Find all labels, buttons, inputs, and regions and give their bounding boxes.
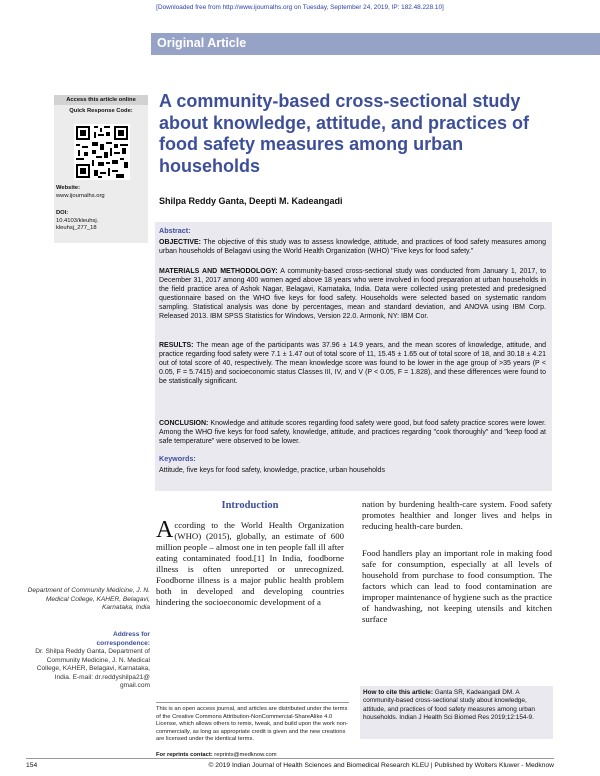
correspondence-heading: Address for <box>112 631 150 638</box>
abstract-conclusion <box>159 419 546 446</box>
authors: Shilpa Reddy Ganta, Deepti M. Kadeangadi <box>159 196 343 206</box>
intro-column-1 <box>156 517 344 608</box>
abstract-objective <box>159 238 546 256</box>
abstract-results <box>159 341 546 386</box>
cite-text: Ganta SR, Kadeangadi DM. A community-based cross-sectional study about knowledge, attitude, and practices of food safety measures among urban households. Indian J Health Sci Biomed Res 2019;12:154-9. <box>363 689 535 721</box>
copyright: © 2019 Indian Journal of Health Sciences and Biomedical Research KLEU | Published by Wolters Kluwer - Medknow <box>208 762 554 769</box>
introduction-heading: Introduction <box>221 500 279 511</box>
reprints-email[interactable]: reprints@medknow.com <box>212 752 277 758</box>
results-text: The mean age of the participants was 37.96 ± 14.9 years, and the mean scores of knowledge, attitude, and practice regarding food safety were 7.1 ± 1.47 out of total score of 11, 15.45 ± 1.65 out of total score of 18, and 30.18 ± 4.21 out of total score of 40, respectively. The mean knowledge score was found to be lower in the age group of >35 years (P < 0.05, F = 5.7415) and socioeconomic status Classes III, IV, and V (P < 0.05, F = 1.828), and these differences were found to be statistically significant. <box>159 342 546 385</box>
keywords: Attitude, five keys for food safety, knowledge, practice, urban households <box>159 467 385 474</box>
intro-column-3: Food handlers play an important role in making food safe for consumption, especially at all levels of household from purchase to food consumption. The factors which can lead to food contamination are improper maintenance of hygiene such as the practice of handwashing, not keeping utensils and kitchen surface <box>362 548 552 624</box>
abstract-heading: Abstract: <box>159 226 191 235</box>
methods-text: A community-based cross-sectional study was conducted from January 1, 2017, to December 31, 2017 among 400 women aged above 18 years who were involved in food preparation at urban households in the field practice area of Ashok Nagar, Belagavi, Karnataka, India. Data were collected using pretested and predesigned questionnaire based on the WHO five keys for food safety. Households were selected based on systematic random sampling. Statistical analysis was done by percentages, mean and standard deviation, and ANOVA using IBM Corp. Released 2013. IBM SPSS Statistics for Windows, Version 22.0. Armonk, NY: IBM Cor. <box>159 268 547 320</box>
intro-column-2: nation by burdening health-care system. Food safety promotes healthier and longer lives and helps in reducing health-care burden. <box>362 499 552 531</box>
download-notice: [Downloaded free from http://www.ijournalhs.org on Tuesday, September 24, 2019, IP: 182.48.228.10] <box>156 4 444 11</box>
conclusion-text: Knowledge and attitude scores regarding food safety were good, but food safety practice scores were lower. Among the WHO five keys for food safety, knowledge, attitude, and practices regarding "cook thoroughly" and "keep food at safe temperature" were observed to be lower. <box>159 420 546 445</box>
website-link[interactable]: www.ijournalhs.org <box>56 192 105 199</box>
page-number: 154 <box>26 762 38 769</box>
website-label: Website: <box>56 185 81 191</box>
abstract-box <box>155 222 552 491</box>
access-sidebar <box>54 95 148 243</box>
article-type: Original Article <box>157 36 247 50</box>
correspondence-body: Dr. Shilpa Reddy Ganta, Department of Community Medicine, J. N. Medical College, KAHER, Belagavi, Karnataka, India. E-mail: dr.reddyshilpa21@ gmail.com <box>35 648 150 689</box>
access-heading: Access this article online <box>54 95 148 105</box>
doi-line: 10.4103/kleuhsj. <box>56 217 99 224</box>
doi-section <box>56 210 98 233</box>
affiliation: Department of Community Medicine, J. N. Medical College, KAHER, Belagavi, Karnataka, India <box>27 587 150 611</box>
article-title: A community-based cross-sectional study about knowledge, attitude, and practices of food safety measures among urban households <box>159 91 530 176</box>
correspondence-heading: correspondence: <box>96 639 150 647</box>
license-note: This is an open access journal, and articles are distributed under the terms of the Creative Commons Attribution-NonCommercial-ShareAlike 4.0 License, which allows others to remix, tweak, and build upon the work non-commercially, as long as appropriate credit is given and the new creations are licensed under the identical terms. <box>156 702 349 744</box>
methods-label: MATERIALS AND METHODOLOGY: <box>159 268 278 275</box>
citation-box <box>360 686 553 739</box>
reprints-label: For reprints contact: <box>156 752 213 758</box>
correspondence <box>26 631 150 691</box>
objective-text: The objective of this study was to assess knowledge, attitude, and practices of food safety measures among urban households of Belagavi using the World Health Organization (WHO) "Five keys for food safety." <box>159 239 546 255</box>
qr-label: Quick Response Code: <box>69 108 133 114</box>
intro-text-1: ccording to the World Health Organization (WHO) (2015), globally, an estimate of 600 million people – almost one in ten people fall ill after eating contaminated food.[1] In India, foodborne illness is often unreported or unrecognized. Foodborne illness is a major public health problem both in developed and developing countries hindering the socioeconomic development of a <box>156 520 344 607</box>
drop-cap: A <box>156 517 174 543</box>
abstract-methods <box>159 267 546 321</box>
qr-code-icon[interactable] <box>74 124 130 180</box>
doi-label: DOI: <box>56 210 69 216</box>
conclusion-label: CONCLUSION: <box>159 420 209 427</box>
page-footer <box>26 758 554 769</box>
doi-line: kleuhsj_277_18 <box>56 225 97 231</box>
results-label: RESULTS: <box>159 342 194 349</box>
cite-label: How to cite this article: <box>363 689 433 696</box>
website-section <box>56 185 105 200</box>
objective-label: OBJECTIVE: <box>159 239 202 246</box>
article-type-banner <box>151 33 600 55</box>
keywords-heading: Keywords: <box>159 454 196 463</box>
